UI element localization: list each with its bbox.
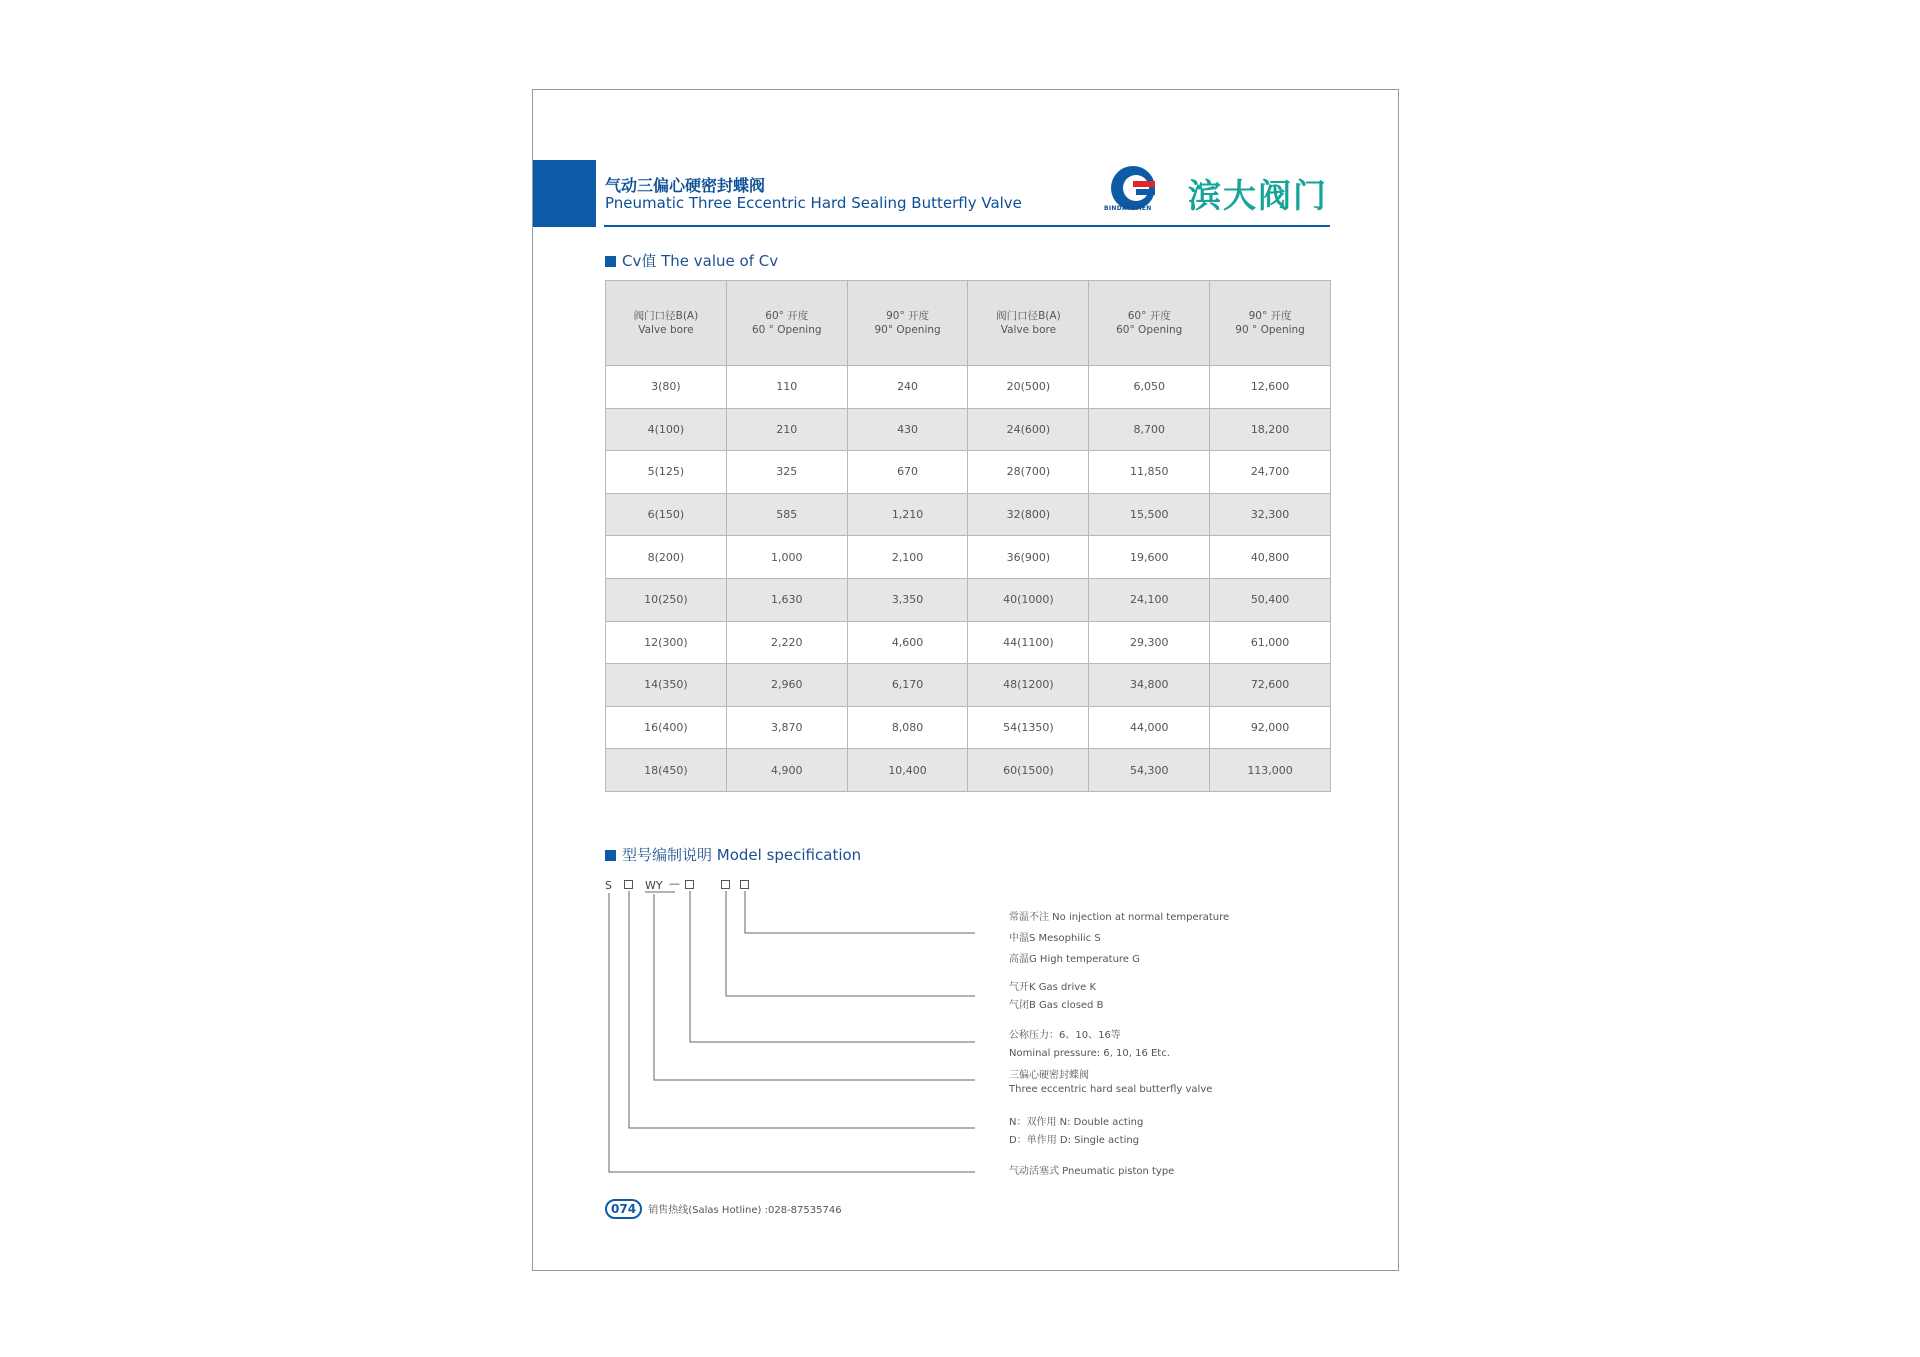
- table-cell: 670: [847, 451, 968, 494]
- table-cell: 15,500: [1089, 493, 1210, 536]
- table-cell: 1,210: [847, 493, 968, 536]
- table-cell: 11,850: [1089, 451, 1210, 494]
- table-row: [606, 536, 1331, 579]
- table-cell: 34,800: [1089, 664, 1210, 707]
- page-title-cn: 气动三偏心硬密封蝶阀: [605, 176, 766, 195]
- desc-type: 三偏心硬密封蝶阀 Three eccentric hard seal butterfly valve: [1009, 1070, 1213, 1095]
- table-row: [606, 493, 1331, 536]
- catalog-page: [532, 89, 1399, 1271]
- desc-pressure: 公称压力：6、10、16等 Nominal pressure: 6, 10, 16 Etc.: [1009, 1030, 1170, 1059]
- table-cell: 20(500): [968, 366, 1089, 409]
- table-cell: 113,000: [1210, 749, 1331, 792]
- table-cell: 4,900: [726, 749, 847, 792]
- table-row: [606, 749, 1331, 792]
- header-divider: [604, 225, 1330, 227]
- table-row: [606, 621, 1331, 664]
- table-cell: 60(1500): [968, 749, 1089, 792]
- table-cell: 430: [847, 408, 968, 451]
- table-cell: 110: [726, 366, 847, 409]
- table-cell: 44(1100): [968, 621, 1089, 664]
- desc-temperature: 常温不注 No injection at normal temperature 中温S Mesophilic S 高温G High temperature G: [1009, 912, 1230, 965]
- table-cell: 6,050: [1089, 366, 1210, 409]
- table-cell: 54,300: [1089, 749, 1210, 792]
- table-cell: 3,870: [726, 706, 847, 749]
- desc-acting: N：双作用 N: Double acting D：单作用 D: Single acting: [1009, 1117, 1144, 1146]
- table-cell: 18(450): [606, 749, 727, 792]
- table-cell: 40(1000): [968, 578, 1089, 621]
- header-60-opening-2: 60° 开度 60° Opening: [1089, 281, 1210, 366]
- header-valve-bore: 阀门口径B(A) Valve bore: [606, 281, 727, 366]
- page-number: 074: [605, 1199, 642, 1219]
- header-60-opening: 60° 开度 60 ° Opening: [726, 281, 847, 366]
- table-cell: 48(1200): [968, 664, 1089, 707]
- table-row: [606, 451, 1331, 494]
- table-cell: 4,600: [847, 621, 968, 664]
- table-row: [606, 408, 1331, 451]
- table-cell: 24,700: [1210, 451, 1331, 494]
- table-cell: 28(700): [968, 451, 1089, 494]
- table-cell: 2,100: [847, 536, 968, 579]
- table-cell: 2,220: [726, 621, 847, 664]
- table-cell: 210: [726, 408, 847, 451]
- code-box-pressure: [685, 880, 694, 889]
- table-cell: 16(400): [606, 706, 727, 749]
- table-cell: 24(600): [968, 408, 1089, 451]
- table-cell: 3,350: [847, 578, 968, 621]
- code-wy: WY: [645, 879, 663, 892]
- table-cell: 6,170: [847, 664, 968, 707]
- heading-square-icon: [605, 850, 616, 861]
- footer: [605, 1199, 842, 1219]
- table-cell: 240: [847, 366, 968, 409]
- table-cell: 14(350): [606, 664, 727, 707]
- header-valve-bore-2: 阀门口径B(A) Valve bore: [968, 281, 1089, 366]
- table-cell: 92,000: [1210, 706, 1331, 749]
- table-cell: 12(300): [606, 621, 727, 664]
- table-cell: 50,400: [1210, 578, 1331, 621]
- table-cell: 325: [726, 451, 847, 494]
- brand-logo-icon: [1103, 162, 1163, 222]
- header-accent-block: [533, 160, 596, 227]
- table-row: [606, 366, 1331, 409]
- table-cell: 1,630: [726, 578, 847, 621]
- code-s: S: [605, 879, 612, 892]
- table-cell: 8(200): [606, 536, 727, 579]
- table-cell: 24,100: [1089, 578, 1210, 621]
- table-row: [606, 706, 1331, 749]
- page-title-en: Pneumatic Three Eccentric Hard Sealing Butterfly Valve: [605, 194, 1022, 212]
- table-cell: 44,000: [1089, 706, 1210, 749]
- code-box-acting: [624, 880, 633, 889]
- table-cell: 5(125): [606, 451, 727, 494]
- table-row: [606, 578, 1331, 621]
- table-cell: 4(100): [606, 408, 727, 451]
- table-cell: 40,800: [1210, 536, 1331, 579]
- code-dash: —: [669, 877, 680, 890]
- table-cell: 1,000: [726, 536, 847, 579]
- cv-table-header-row: [606, 281, 1331, 366]
- code-box-temp: [740, 880, 749, 889]
- table-row: [606, 664, 1331, 707]
- table-cell: 585: [726, 493, 847, 536]
- cv-section-heading: Cv值 The value of Cv: [605, 250, 778, 271]
- brand-name: 滨大阀门: [1188, 176, 1328, 215]
- header-90-opening-2: 90° 开度 90 ° Opening: [1210, 281, 1331, 366]
- desc-gas: 气开K Gas drive K 气闭B Gas closed B: [1009, 982, 1104, 1011]
- table-cell: 29,300: [1089, 621, 1210, 664]
- table-cell: 36(900): [968, 536, 1089, 579]
- header-90-opening: 90° 开度 90° Opening: [847, 281, 968, 366]
- sales-hotline: 销售热线(Salas Hotline) :028-87535746: [648, 1205, 842, 1216]
- desc-piston: 气动活塞式 Pneumatic piston type: [1009, 1166, 1175, 1177]
- table-cell: 6(150): [606, 493, 727, 536]
- table-cell: 8,700: [1089, 408, 1210, 451]
- table-cell: 8,080: [847, 706, 968, 749]
- table-cell: 54(1350): [968, 706, 1089, 749]
- cv-table-body: [606, 366, 1331, 792]
- heading-square-icon: [605, 256, 616, 267]
- table-cell: 72,600: [1210, 664, 1331, 707]
- table-cell: 32(800): [968, 493, 1089, 536]
- table-cell: 18,200: [1210, 408, 1331, 451]
- table-cell: 2,960: [726, 664, 847, 707]
- table-cell: 61,000: [1210, 621, 1331, 664]
- table-cell: 19,600: [1089, 536, 1210, 579]
- table-cell: 3(80): [606, 366, 727, 409]
- table-cell: 32,300: [1210, 493, 1331, 536]
- cv-table: [605, 280, 1331, 792]
- brand-logo-text: BINDAFAMEN: [1104, 205, 1152, 212]
- table-cell: 10,400: [847, 749, 968, 792]
- table-cell: 10(250): [606, 578, 727, 621]
- model-section-heading: 型号编制说明 Model specification: [605, 844, 861, 865]
- code-box-gas: [721, 880, 730, 889]
- table-cell: 12,600: [1210, 366, 1331, 409]
